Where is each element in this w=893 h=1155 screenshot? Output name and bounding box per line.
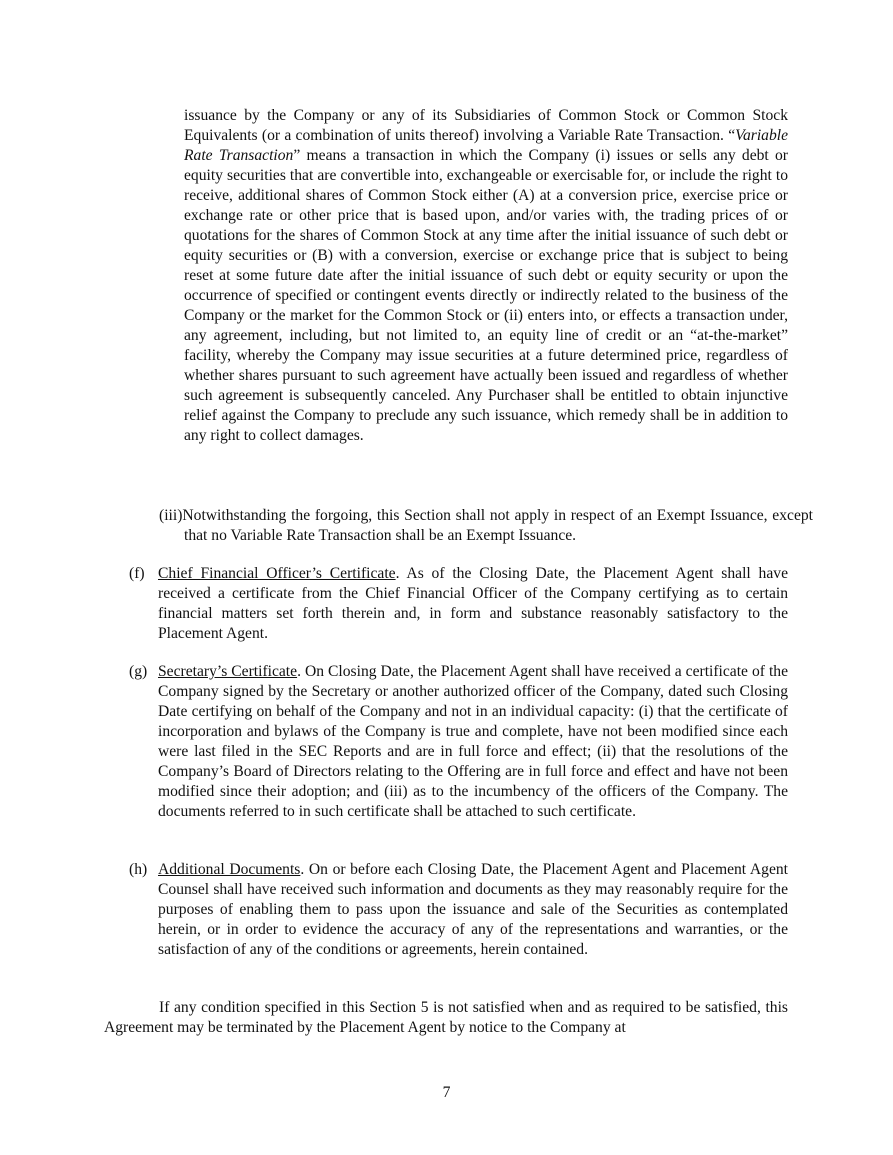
section-g xyxy=(129,662,788,822)
section-f-marker: (f) xyxy=(129,565,145,582)
section-f-heading: Chief Financial Officer’s Certificate xyxy=(158,565,396,582)
section-h-heading: Additional Documents xyxy=(158,861,301,878)
section-f-body xyxy=(158,564,788,644)
defined-term: Variable Rate Transaction xyxy=(184,127,788,164)
section-g-text: . On Closing Date, the Placement Agent shall have received a certificate of the Company signed by the Secretary or another authorized officer of the Company, dated such Closing Date certifying on behalf of the Company and not in an individual capacity: (i) that the certificate of incorporation and bylaws of the Company is true and complete, have not been modified since each were last filed in the SEC Reports and are in full force and effect; (ii) that the resolutions of the Company’s Board of Directors relating to the Offering are in full force and effect and have not been modified since their adoption; and (iii) as to the incumbency of the officers of the Company. The documents referred to in such certificate shall be attached to such certificate. xyxy=(158,663,789,820)
closing-paragraph: If any condition specified in this Section 5 is not satisfied when and as required to be satisfied, this Agreement may be terminated by the Placement Agent by notice to the Company at xyxy=(104,999,788,1036)
subsection-iii-marker: (iii) xyxy=(159,507,183,524)
variable-rate-transaction-paragraph xyxy=(184,106,788,446)
section-g-heading: Secretary’s Certificate xyxy=(158,663,298,680)
subsection-iii-text: Notwithstanding the forgoing, this Section shall not apply in respect of an Exempt Issuance, except that no Variable Rate Transaction shall be an Exempt Issuance. xyxy=(182,507,813,544)
section-h-body xyxy=(158,860,788,960)
section-f xyxy=(129,564,788,644)
section-h xyxy=(129,860,788,960)
section-f-text: . As of the Closing Date, the Placement Agent shall have received a certificate from the Chief Financial Officer of the Company certifying as to certain financial matters set forth therein and, in form and substance reasonably satisfactory to the Placement Agent. xyxy=(158,565,788,642)
paragraph-text-part1: issuance by the Company or any of its Subsidiaries of Common Stock or Common Stock Equivalents (or a combination of units thereof) involving a Variable Rate Transaction. “ xyxy=(184,107,788,144)
paragraph-text-part2: ” means a transaction in which the Company (i) issues or sells any debt or equity securities that are convertible into, exchangeable or exercisable for, or include the right to receive, additional shares of Common Stock either (A) at a conversion price, exercise price or exchange rate or other price that is based upon, and/or varies with, the trading prices of or quotations for the shares of Common Stock at any time after the initial issuance of such debt or equity securities or (B) with a conversion, exercise or exchange price that is subject to being reset at some future date after the initial issuance of such debt or equity security or upon the occurrence of specified or contingent events directly or indirectly related to the business of the Company or the market for the Common Stock or (ii) enters into, or effects a transaction under, any agreement, including, but not limited to, an equity line of credit or an “at-the-market” facility, whereby the Company may issue securities at a future determined price, regardless of whether shares pursuant to such agreement have actually been issued and regardless of whether such agreement is subsequently canceled. Any Purchaser shall be entitled to obtain injunctive relief against the Company to preclude any such issuance, which remedy shall be in addition to any right to collect damages. xyxy=(184,147,788,444)
section-g-body xyxy=(158,662,788,822)
section-g-marker: (g) xyxy=(129,663,148,680)
subsection-iii-paragraph xyxy=(159,506,813,546)
page-number: 7 xyxy=(442,1084,451,1101)
section-h-marker: (h) xyxy=(129,861,148,878)
section-h-text: . On or before each Closing Date, the Placement Agent and Placement Agent Counsel shall have received such information and documents as they may reasonably require for the purposes of enabling them to pass upon the issuance and sale of the Securities as contemplated herein, or in order to evidence the accuracy of any of the representations and warranties, or the satisfaction of any of the conditions or agreements, herein contained. xyxy=(158,861,788,958)
